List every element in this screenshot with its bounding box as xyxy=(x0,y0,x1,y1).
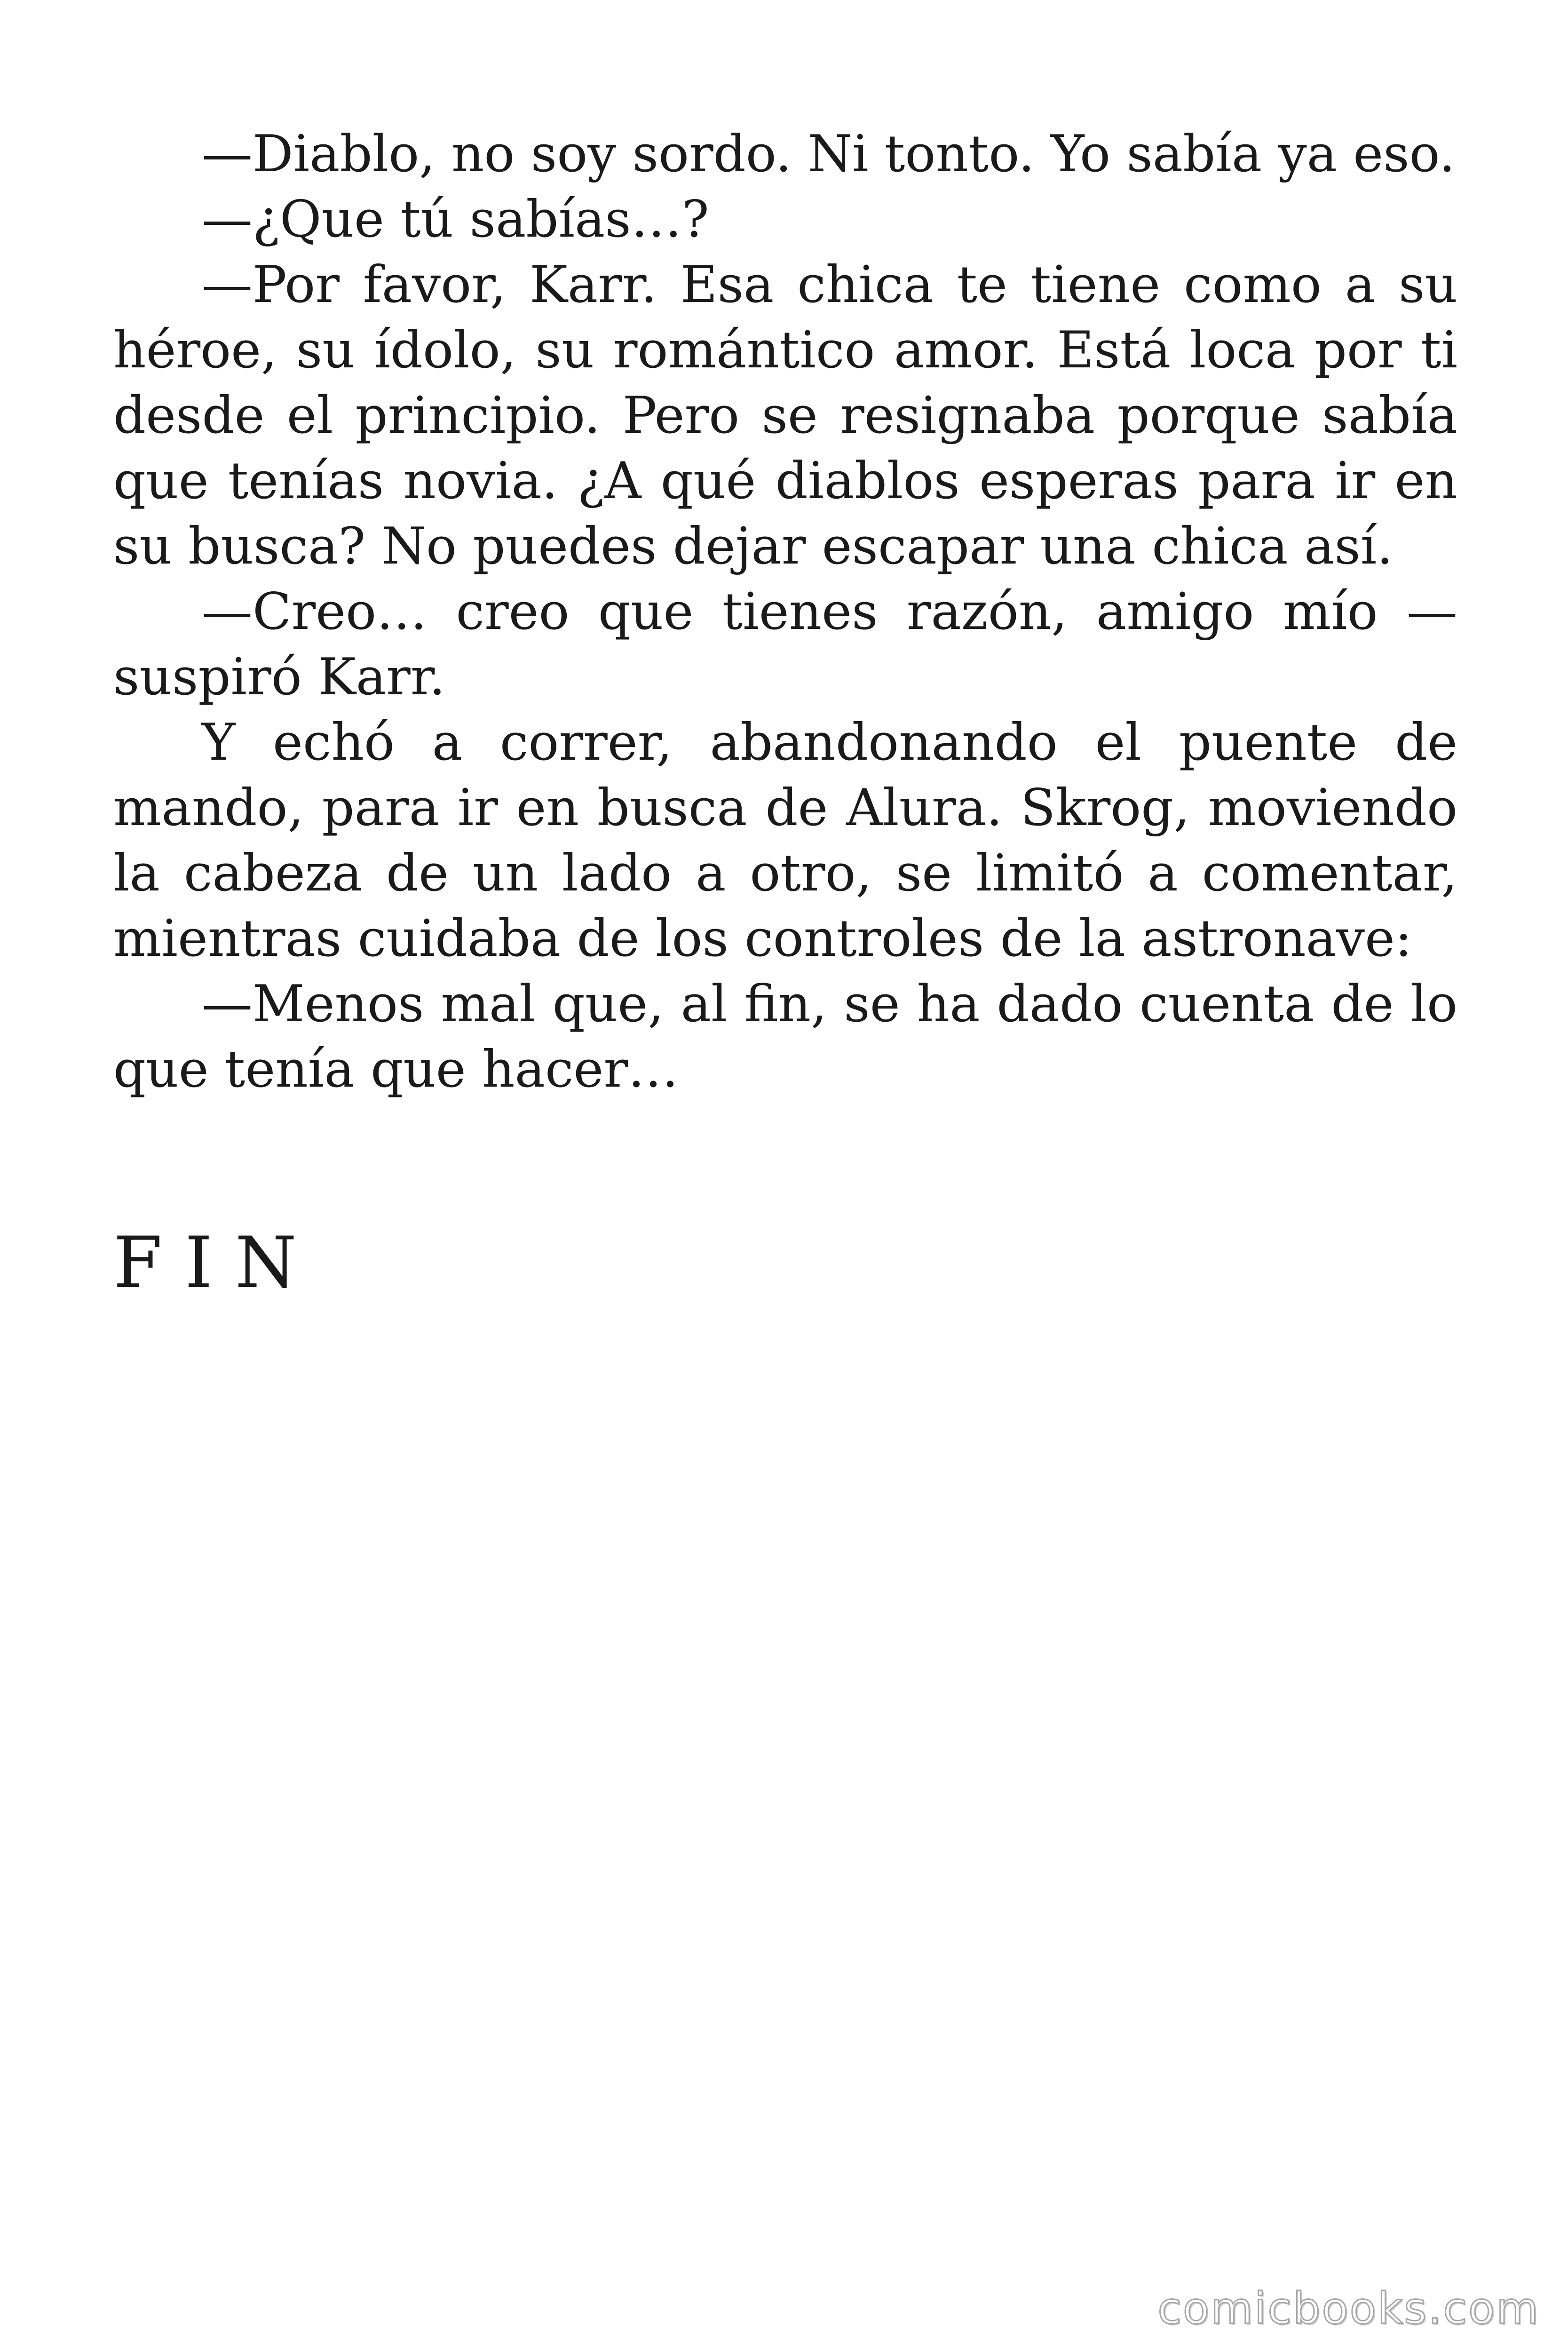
watermark-text: comicbooks.com xyxy=(1157,2283,1540,2334)
paragraph-4: —Creo… creo que tienes razón, amigo mío —suspiró Karr. xyxy=(113,582,1457,707)
paragraph-1: —Diablo, no soy sordo. Ni tonto. Yo sabía ya eso. xyxy=(202,125,1456,183)
paragraph-3: —Por favor, Karr. Esa chica te tiene como a su héroe, su ídolo, su romántico amor. Está loca por ti desde el principio. Pero se resignaba porque sabía que tenías novia. ¿A qué diablos esperas para ir en su busca? No puedes dejar escapar una chica así. xyxy=(113,255,1457,576)
paragraph-2: —¿Que tú sabías…? xyxy=(202,190,709,249)
end-mark: F I N xyxy=(113,1222,297,1304)
paragraph-5: Y echó a correr, abandonando el puente de mando, para ir en busca de Alura. Skrog, moviendo la cabeza de un lado a otro, se limitó a comentar, mientras cuidaba de los controles de la astronave: xyxy=(113,713,1457,968)
story-text xyxy=(113,121,1457,1102)
paragraph-6: —Menos mal que, al fin, se ha dado cuenta de lo que tenía que hacer… xyxy=(113,975,1457,1099)
